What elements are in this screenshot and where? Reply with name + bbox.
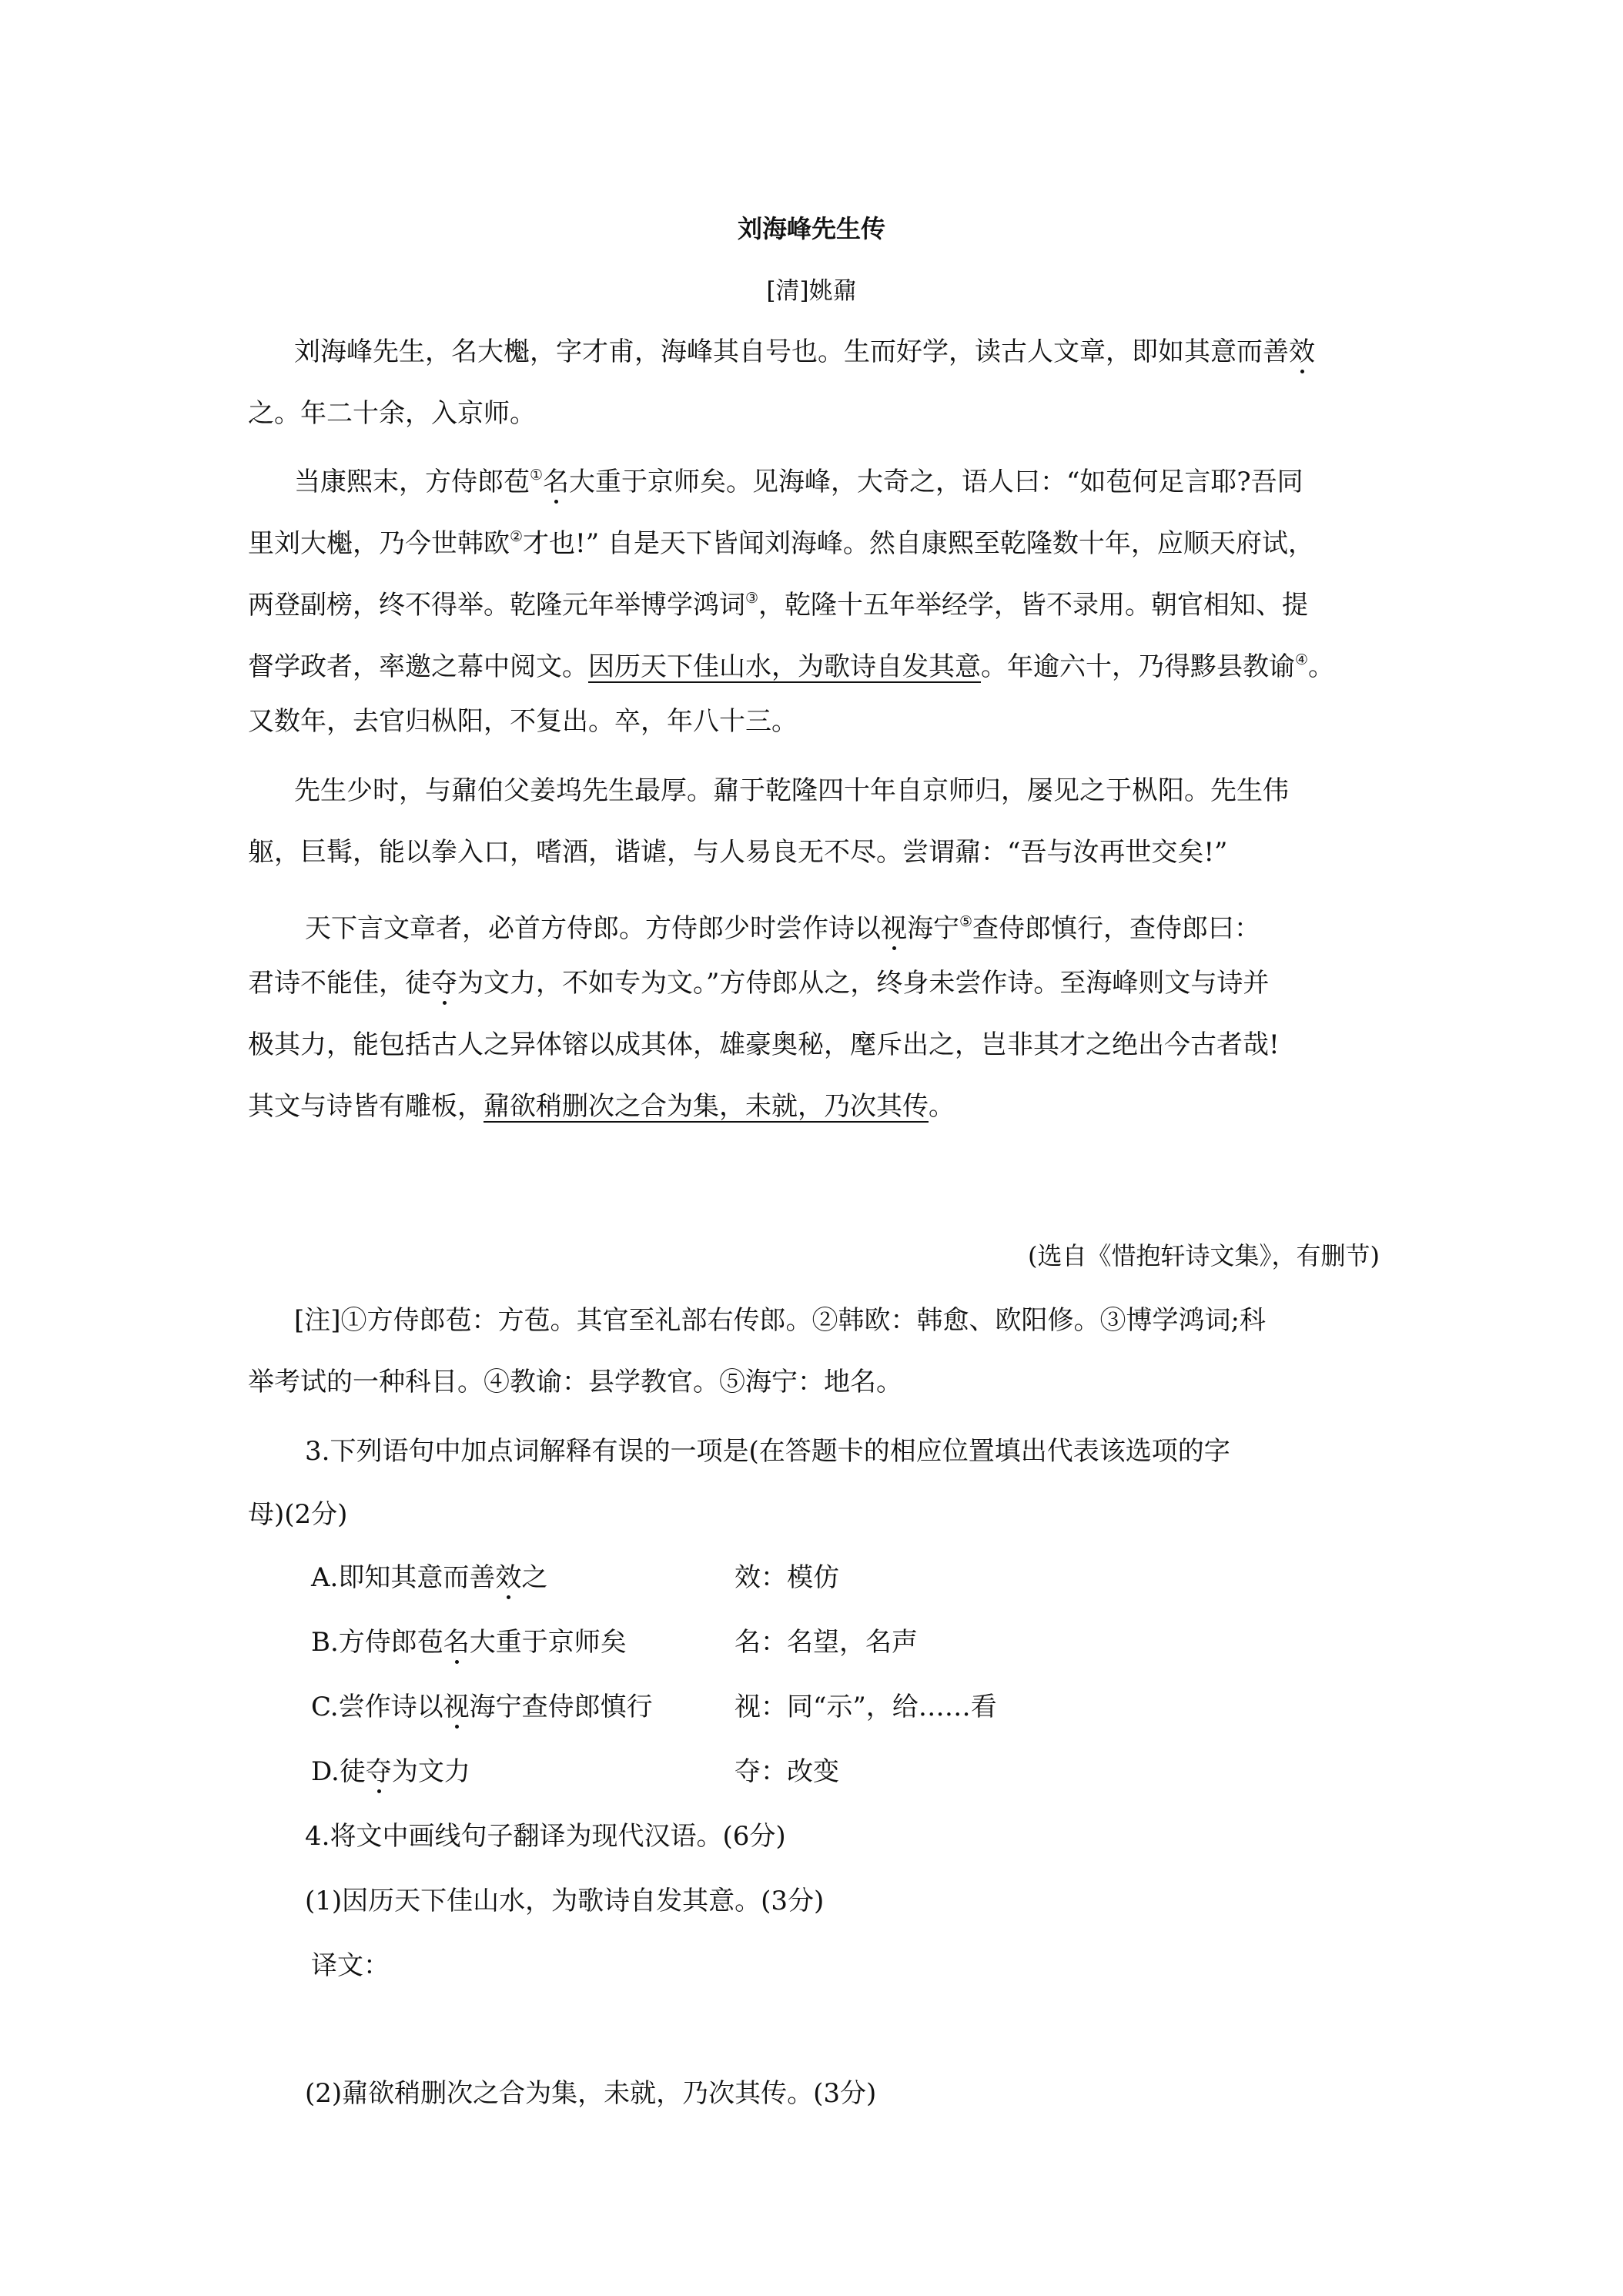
- dotted-char: 视: [443, 1692, 470, 1722]
- footnote-mark: ①: [530, 467, 544, 484]
- option-a: A.即知其意而善效之 效：模仿: [311, 1558, 1380, 1597]
- paragraph-1-line-2: 之。年二十余，入京师。: [248, 398, 536, 429]
- option-d-explanation: 夺：改变: [735, 1756, 839, 1787]
- notes-line-1: [注]①方侍郎苞：方苞。其官至礼部右传郎。②韩欧：韩愈、欧阳修。③博学鸿词;科: [294, 1305, 1266, 1336]
- option-c-explanation: 视：同“示”，给……看: [735, 1692, 997, 1722]
- paragraph-2-line-4: 督学政者，率邀之幕中阅文。因历天下佳山水，为歌诗自发其意。年逾六十，乃得黟县教谕④。: [248, 651, 1335, 682]
- footnote-mark: ②: [510, 528, 524, 545]
- source-citation: (选自《惜抱轩诗文集》，有删节): [1028, 1241, 1380, 1270]
- paragraph-4-line-4: 其文与诗皆有雕板，鼐欲稍删次之合为集，未就，乃次其传。: [248, 1091, 955, 1122]
- footnote-mark: ③: [745, 590, 759, 607]
- underlined-sentence-1: 因历天下佳山水，为歌诗自发其意: [588, 651, 981, 682]
- paragraph-2-line-3: 两登副榜，终不得举。乾隆元年举博学鸿词③，乾隆十五年举经学，皆不录用。朝官相知、提: [248, 590, 1309, 621]
- paragraph-2-line-2: 里刘大櫆，乃今世韩欧②才也!” 自是天下皆闻刘海峰。然自康熙至乾隆数十年，应顺天府试，: [248, 528, 1314, 559]
- paragraph-3-line-1: 先生少时，与鼐伯父姜坞先生最厚。鼐于乾隆四十年自京师归，屡见之于枞阳。先生伟: [294, 775, 1289, 806]
- option-b: B.方侍郎苞名大重于京师矣 名：名望，名声: [311, 1623, 1380, 1662]
- question-3-line-2: 母)(2分): [248, 1499, 348, 1530]
- paragraph-2-line-5: 又数年，去官归枞阳，不复出。卒，年八十三。: [248, 706, 798, 737]
- paragraph-4-line-3: 极其力，能包括古人之异体镕以成其体，雄豪奥秘，麾斥出之，岂非其才之绝出今古者哉!: [248, 1029, 1280, 1060]
- dotted-char: 夺: [431, 968, 457, 999]
- footnote-mark: ④: [1295, 651, 1309, 668]
- dotted-char: 效: [495, 1562, 522, 1593]
- question-4-sentence-1: (1)因历天下佳山水，为歌诗自发其意。(3分): [305, 1886, 825, 1916]
- notes-line-2: 举考试的一种科目。④教谕：县学教官。⑤海宁：地名。: [248, 1367, 902, 1397]
- option-c: C.尝作诗以视海宁查侍郎慎行 视：同“示”，给……看: [311, 1688, 1380, 1726]
- footnote-mark: ⑤: [959, 913, 973, 930]
- dotted-char: 视: [881, 913, 907, 944]
- paragraph-2-line-1: 当康熙末，方侍郎苞①名大重于京师矣。见海峰，大奇之，语人曰：“如苞何足言耶?吾同: [294, 467, 1303, 497]
- option-d: D.徒夺为文力 夺：改变: [311, 1752, 1380, 1791]
- author-line: [清]姚鼐: [766, 277, 857, 305]
- underlined-sentence-2: 鼐欲稍删次之合为集，未就，乃次其传: [484, 1091, 929, 1122]
- paragraph-1-line-1: 刘海峰先生，名大櫆，字才甫，海峰其自号也。生而好学，读古人文章，即如其意而善效: [294, 336, 1315, 367]
- dotted-char: 效: [1289, 336, 1315, 367]
- dotted-char: 夺: [365, 1756, 392, 1787]
- option-a-explanation: 效：模仿: [735, 1562, 839, 1593]
- question-4-sentence-2: (2)鼐欲稍删次之合为集，未就，乃次其传。(3分): [305, 2078, 877, 2109]
- paragraph-3-line-2: 躯，巨髯，能以拳入口，嗜酒，谐谑，与人易良无不尽。尝谓鼐：“吾与汝再世交矣!”: [248, 837, 1228, 868]
- option-b-explanation: 名：名望，名声: [735, 1627, 918, 1658]
- answer-label: 译文：: [311, 1950, 390, 1981]
- dotted-char: 名: [443, 1627, 470, 1658]
- question-3-line-1: 3.下列语句中加点词解释有误的一项是(在答题卡的相应位置填出代表该选项的字: [305, 1436, 1230, 1467]
- document-title: 刘海峰先生传: [737, 214, 885, 243]
- dotted-char: 名: [543, 467, 570, 497]
- paragraph-4-line-1: 天下言文章者，必首方侍郎。方侍郎少时尝作诗以视海宁⑤查侍郎慎行，查侍郎曰：: [305, 913, 1261, 944]
- paragraph-4-line-2: 君诗不能佳，徒夺为文力，不如专为文。”方侍郎从之，终身未尝作诗。至海峰则文与诗并: [248, 968, 1270, 999]
- question-4-title: 4.将文中画线句子翻译为现代汉语。(6分): [305, 1821, 786, 1852]
